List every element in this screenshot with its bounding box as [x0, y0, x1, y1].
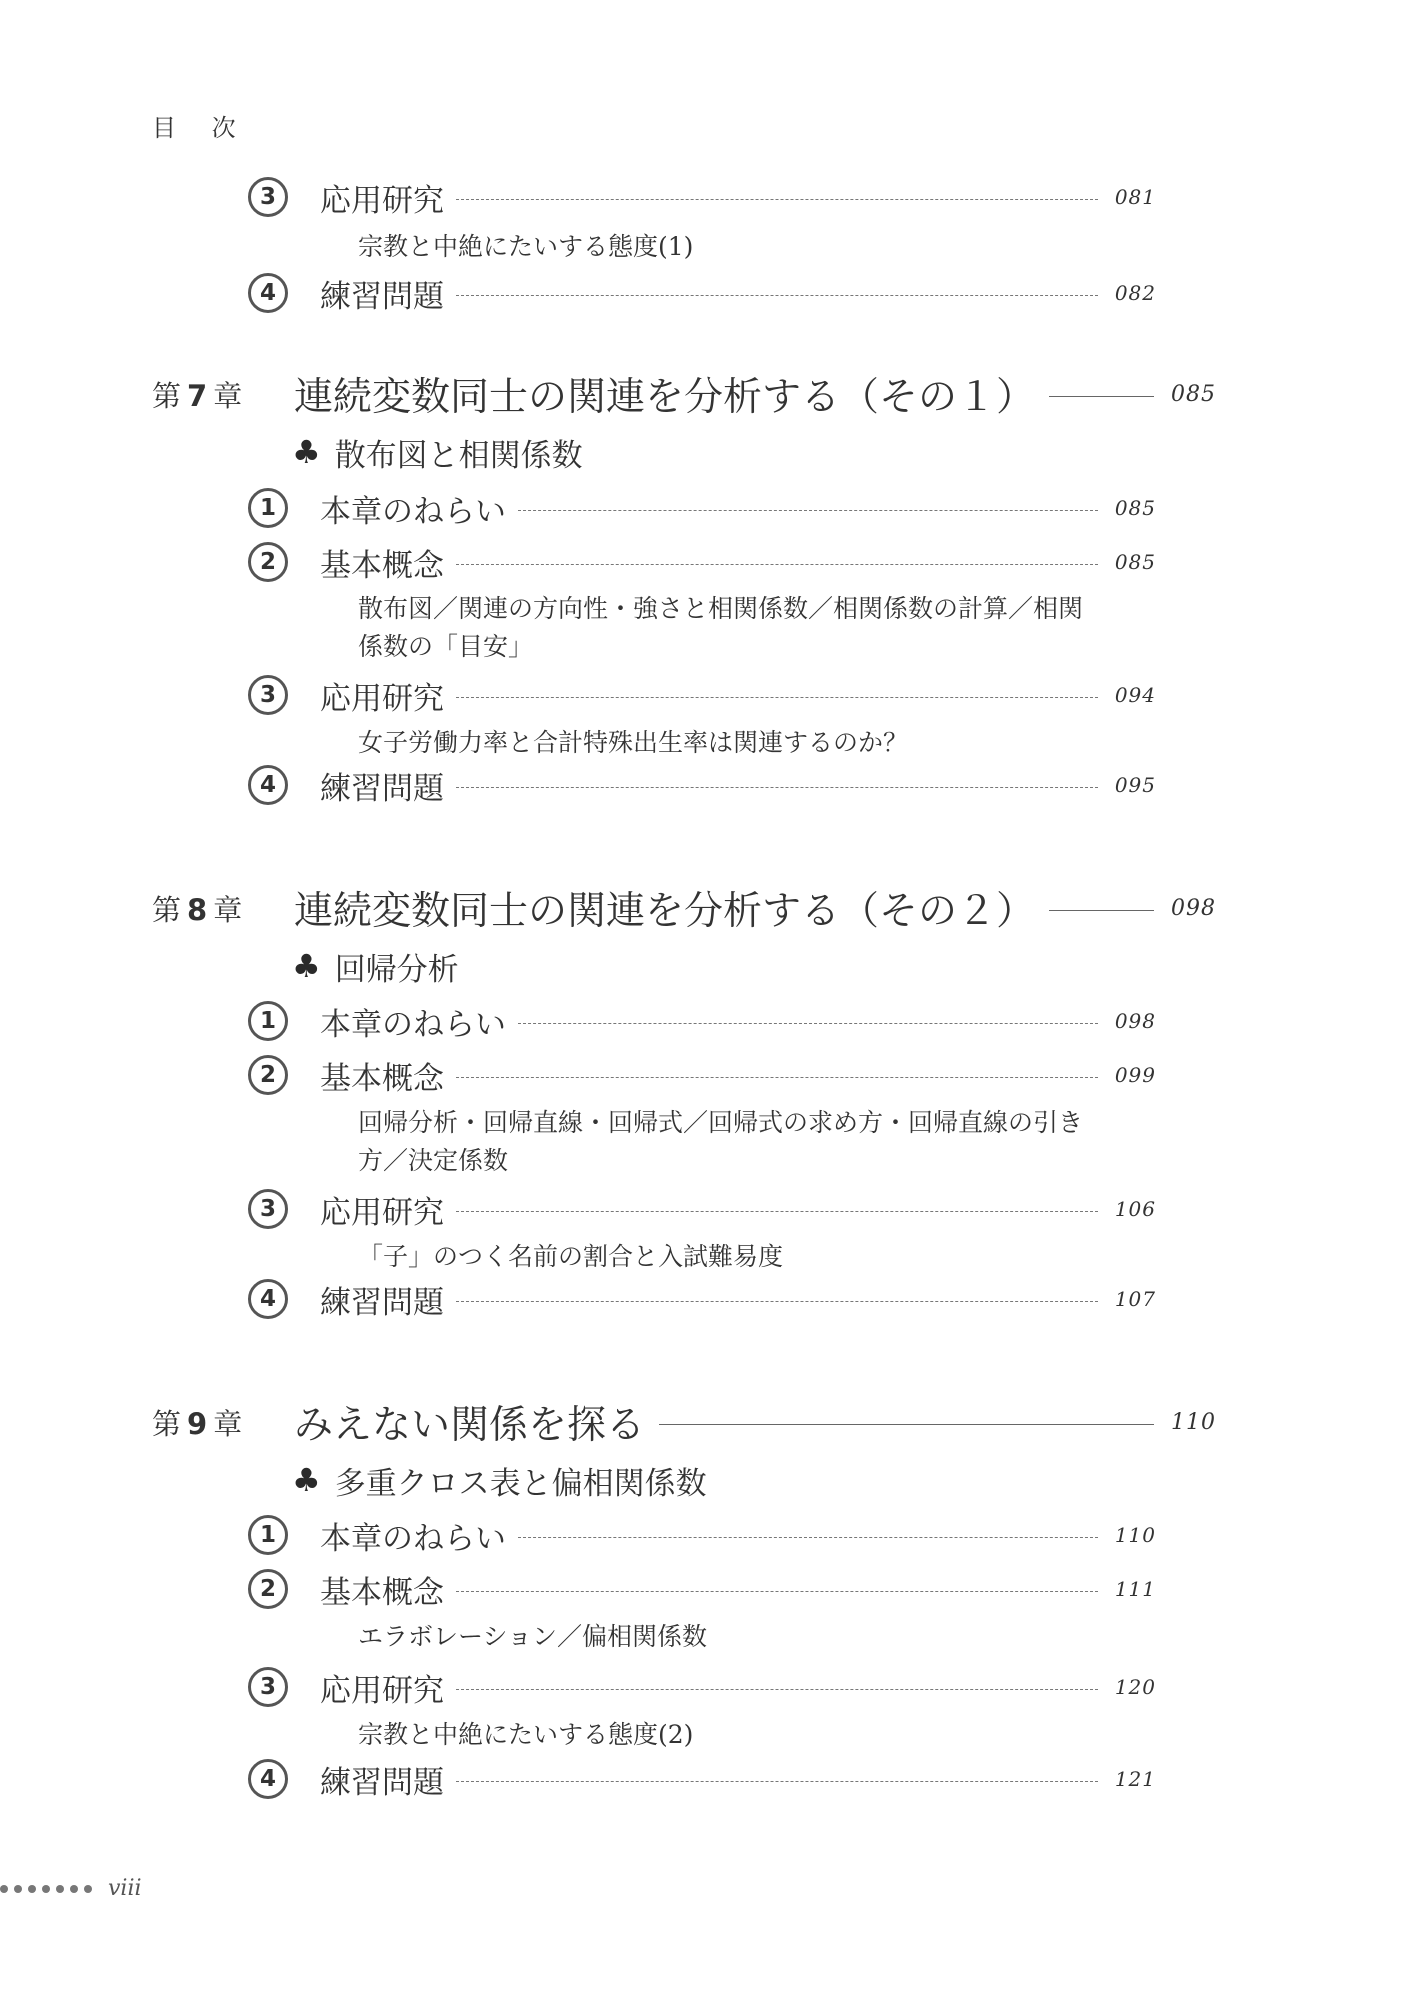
club-suit-icon: ♣ — [292, 947, 321, 985]
dot-leader — [456, 295, 1098, 296]
chapter-suffix: 章 — [213, 1406, 243, 1441]
footer-dot — [14, 1885, 22, 1893]
chapter-prefix: 第 — [152, 378, 182, 413]
page-number: 098 — [1171, 895, 1216, 921]
page-number: 110 — [1171, 1409, 1216, 1435]
running-head: 目 次 — [152, 114, 250, 142]
chapter-title: 連続変数同士の関連を分析する（その１） — [294, 375, 1036, 420]
topic-line: エラボレーション／偏相関係数 — [358, 1622, 708, 1651]
section-number-badge: 4 — [248, 1279, 288, 1319]
topic-line: 方／決定係数 — [358, 1146, 509, 1175]
toc-section-row[interactable] — [248, 1754, 1156, 1804]
toc-chapter-row[interactable] — [152, 880, 1216, 936]
section-title: 基本概念 — [320, 547, 444, 584]
section-number-badge: 1 — [248, 1515, 288, 1555]
chapter-number: 7 — [187, 378, 208, 413]
dot-leader — [456, 564, 1098, 565]
dot-leader — [456, 1301, 1098, 1302]
toc-section-row[interactable] — [248, 1050, 1156, 1100]
toc-section-row[interactable] — [248, 1662, 1156, 1712]
chapter-title: 連続変数同士の関連を分析する（その２） — [294, 889, 1036, 934]
section-number-badge: 2 — [248, 1055, 288, 1095]
page-number: 085 — [1114, 496, 1156, 520]
dot-leader — [456, 697, 1098, 698]
dot-leader — [518, 1023, 1098, 1024]
chapter-subtitle — [292, 942, 459, 990]
toc-section-row[interactable] — [248, 1564, 1156, 1614]
toc-chapter-row[interactable] — [152, 1394, 1216, 1450]
chapter-prefix: 第 — [152, 1406, 182, 1441]
page-number: 107 — [1114, 1287, 1156, 1311]
chapter-subtitle-text: 多重クロス表と偏相関係数 — [334, 1465, 707, 1502]
section-title: 基本概念 — [320, 1574, 444, 1611]
section-title: 本章のねらい — [320, 1006, 506, 1043]
chapter-suffix: 章 — [213, 892, 243, 927]
section-number-badge: 1 — [248, 1001, 288, 1041]
toc-section-row[interactable] — [248, 670, 1156, 720]
chapter-suffix: 章 — [213, 378, 243, 413]
section-title: 練習問題 — [320, 1764, 444, 1801]
chapter-subtitle — [292, 428, 583, 476]
chapter-rule — [1049, 396, 1154, 397]
section-title: 応用研究 — [320, 182, 444, 219]
page-number: 106 — [1114, 1197, 1156, 1221]
toc-section-row[interactable] — [248, 1184, 1156, 1234]
section-topics — [358, 1104, 1118, 1180]
section-number-badge: 1 — [248, 488, 288, 528]
club-suit-icon: ♣ — [292, 433, 321, 471]
topic-line: 宗教と中絶にたいする態度(2) — [358, 1720, 694, 1749]
section-title: 基本概念 — [320, 1060, 444, 1097]
toc-section-row[interactable] — [248, 760, 1156, 810]
page-number: 085 — [1114, 550, 1156, 574]
toc-section-row[interactable] — [248, 537, 1156, 587]
toc-section-row[interactable] — [248, 483, 1156, 533]
page-number: 081 — [1114, 185, 1156, 209]
topic-line: 散布図／関連の方向性・強さと相関係数／相関係数の計算／相関 — [358, 594, 1084, 623]
chapter-subtitle-text: 散布図と相関係数 — [334, 437, 583, 474]
dot-leader — [456, 1211, 1098, 1212]
page-number: 098 — [1114, 1009, 1156, 1033]
chapter-label — [152, 1402, 294, 1443]
footer-dot — [56, 1885, 64, 1893]
chapter-rule — [1049, 910, 1154, 911]
footer-dot — [42, 1885, 50, 1893]
footer-dot — [70, 1885, 78, 1893]
dot-leader — [518, 1537, 1098, 1538]
dot-leader — [456, 1591, 1098, 1592]
chapter-label — [152, 374, 294, 415]
section-number-badge: 3 — [248, 1189, 288, 1229]
toc-section-row[interactable] — [248, 268, 1156, 318]
toc-chapter-row[interactable] — [152, 366, 1216, 422]
section-topics — [358, 1238, 1118, 1276]
dot-leader — [456, 1077, 1098, 1078]
topic-line: 女子労働力率と合計特殊出生率は関連するのか？ — [358, 728, 909, 757]
chapter-label — [152, 888, 294, 929]
chapter-subtitle-text: 回帰分析 — [334, 951, 459, 988]
page-number: 110 — [1114, 1523, 1156, 1547]
chapter-number: 8 — [187, 892, 208, 927]
chapter-rule — [659, 1424, 1154, 1425]
section-topics — [358, 1716, 1118, 1754]
section-number-badge: 2 — [248, 1569, 288, 1609]
dot-leader — [456, 199, 1098, 200]
section-topics — [358, 228, 1118, 266]
dot-leader — [456, 1781, 1098, 1782]
dot-leader — [456, 787, 1098, 788]
toc-section-row[interactable] — [248, 996, 1156, 1046]
page-number: 121 — [1114, 1767, 1156, 1791]
section-number-badge: 4 — [248, 765, 288, 805]
footer-dot — [84, 1885, 92, 1893]
page-number: 094 — [1114, 683, 1156, 707]
topic-line: 回帰分析・回帰直線・回帰式／回帰式の求め方・回帰直線の引き — [358, 1108, 1084, 1137]
page-number: 099 — [1114, 1063, 1156, 1087]
section-number-badge: 3 — [248, 1667, 288, 1707]
chapter-title: みえない関係を探る — [294, 1403, 646, 1448]
section-number-badge: 3 — [248, 177, 288, 217]
club-suit-icon: ♣ — [292, 1461, 321, 1499]
section-title: 練習問題 — [320, 1284, 444, 1321]
page-number: 082 — [1114, 281, 1156, 305]
toc-section-row[interactable] — [248, 1274, 1156, 1324]
section-number-badge: 4 — [248, 1759, 288, 1799]
toc-section-row[interactable] — [248, 1510, 1156, 1560]
footer-dot — [28, 1885, 36, 1893]
section-topics — [358, 724, 1118, 762]
topic-line: 宗教と中絶にたいする態度(1) — [358, 232, 694, 261]
section-title: 本章のねらい — [320, 493, 506, 530]
page-footer — [0, 1876, 142, 1901]
section-title: 応用研究 — [320, 1194, 444, 1231]
page-number: 095 — [1114, 773, 1156, 797]
section-title: 本章のねらい — [320, 1520, 506, 1557]
dot-leader — [518, 510, 1098, 511]
page-folio: viii — [108, 1876, 142, 1901]
section-topics — [358, 590, 1118, 666]
page-number: 085 — [1171, 381, 1216, 407]
chapter-prefix: 第 — [152, 892, 182, 927]
section-number-badge: 2 — [248, 542, 288, 582]
section-number-badge: 4 — [248, 273, 288, 313]
chapter-subtitle — [292, 1456, 707, 1504]
topic-line: 係数の「目安」 — [358, 632, 534, 661]
section-title: 応用研究 — [320, 680, 444, 717]
topic-line: 「子」のつく名前の割合と入試難易度 — [358, 1242, 784, 1271]
dot-leader — [456, 1689, 1098, 1690]
section-title: 練習問題 — [320, 770, 444, 807]
toc-section-row[interactable] — [248, 172, 1156, 222]
chapter-number: 9 — [187, 1406, 208, 1441]
page-number: 120 — [1114, 1675, 1156, 1699]
footer-dot — [0, 1885, 8, 1893]
section-topics — [358, 1618, 1118, 1656]
page-number: 111 — [1114, 1577, 1156, 1601]
section-title: 練習問題 — [320, 278, 444, 315]
section-number-badge: 3 — [248, 675, 288, 715]
section-title: 応用研究 — [320, 1672, 444, 1709]
